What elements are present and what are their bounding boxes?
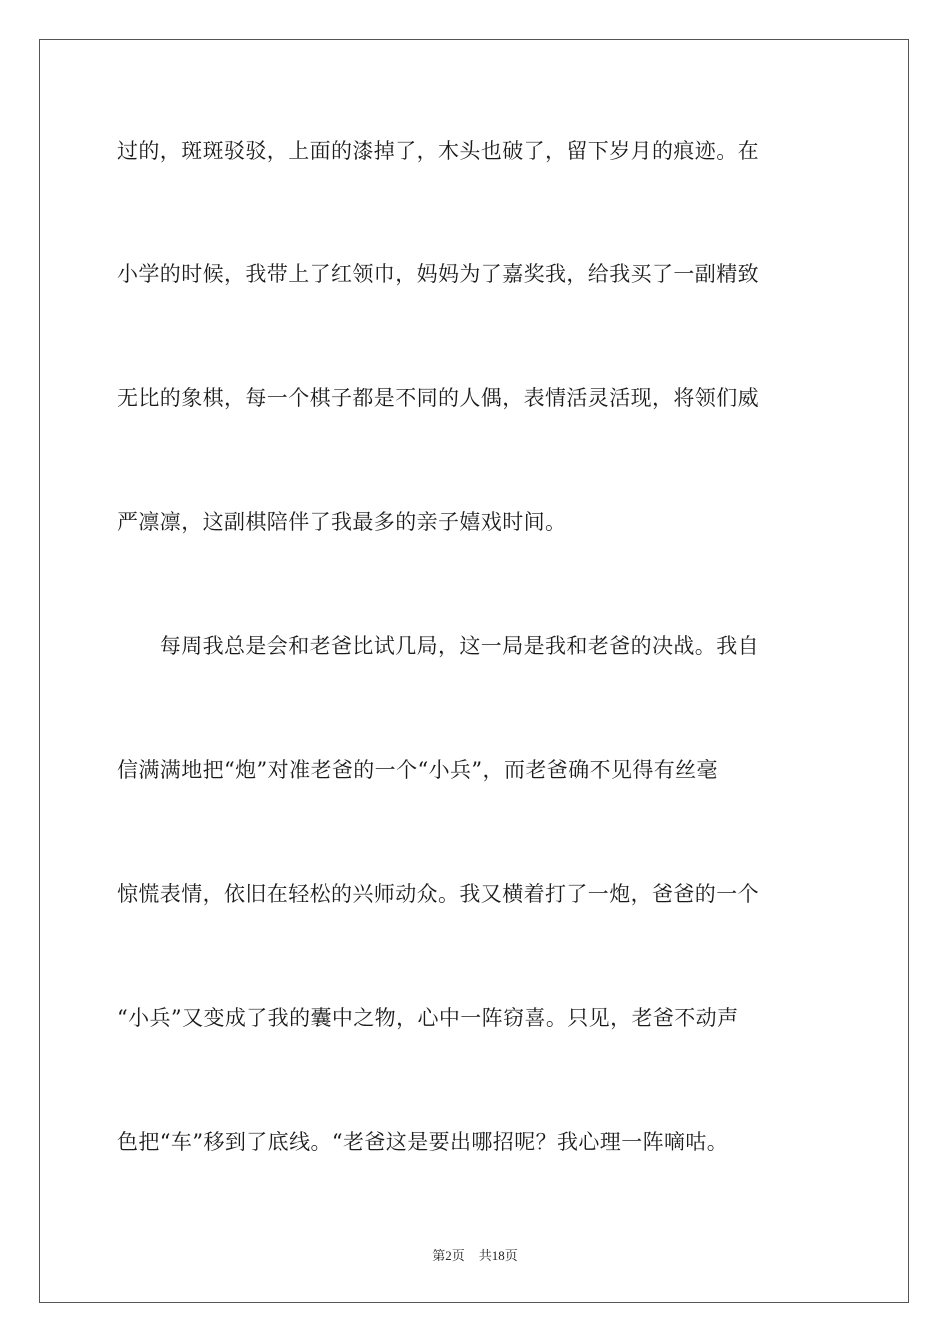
paragraph-start-line: 每周我总是会和老爸比试几局，这一局是我和老爸的决战。我自 — [117, 634, 759, 658]
page-footer — [0, 1247, 950, 1265]
text-line: 无比的象棋，每一个棋子都是不同的人偶，表情活灵活现，将领们威 — [117, 386, 759, 410]
text-line: 过的，斑斑驳驳，上面的漆掉了，木头也破了，留下岁月的痕迹。在 — [117, 139, 759, 163]
text-line: “小兵”又变成了我的囊中之物，心中一阵窃喜。只见，老爸不动声 — [117, 1006, 739, 1030]
text-line: 信满满地把“炮”对准老爸的一个“小兵”，而老爸确不见得有丝毫 — [117, 758, 718, 782]
text-line: 色把“车”移到了底线。“老爸这是要出哪招呢？我心理一阵嘀咕。 — [117, 1130, 729, 1154]
text-line: 惊慌表情，依旧在轻松的兴师动众。我又横着打了一炮，爸爸的一个 — [117, 882, 759, 906]
page-number: 第2页 — [432, 1248, 465, 1263]
total-pages: 共18页 — [478, 1248, 518, 1263]
text-line: 严凛凛，这副棋陪伴了我最多的亲子嬉戏时间。 — [117, 510, 567, 534]
text-line: 小学的时候，我带上了红领巾，妈妈为了嘉奖我，给我买了一副精致 — [117, 262, 759, 286]
page-border — [39, 39, 909, 1303]
